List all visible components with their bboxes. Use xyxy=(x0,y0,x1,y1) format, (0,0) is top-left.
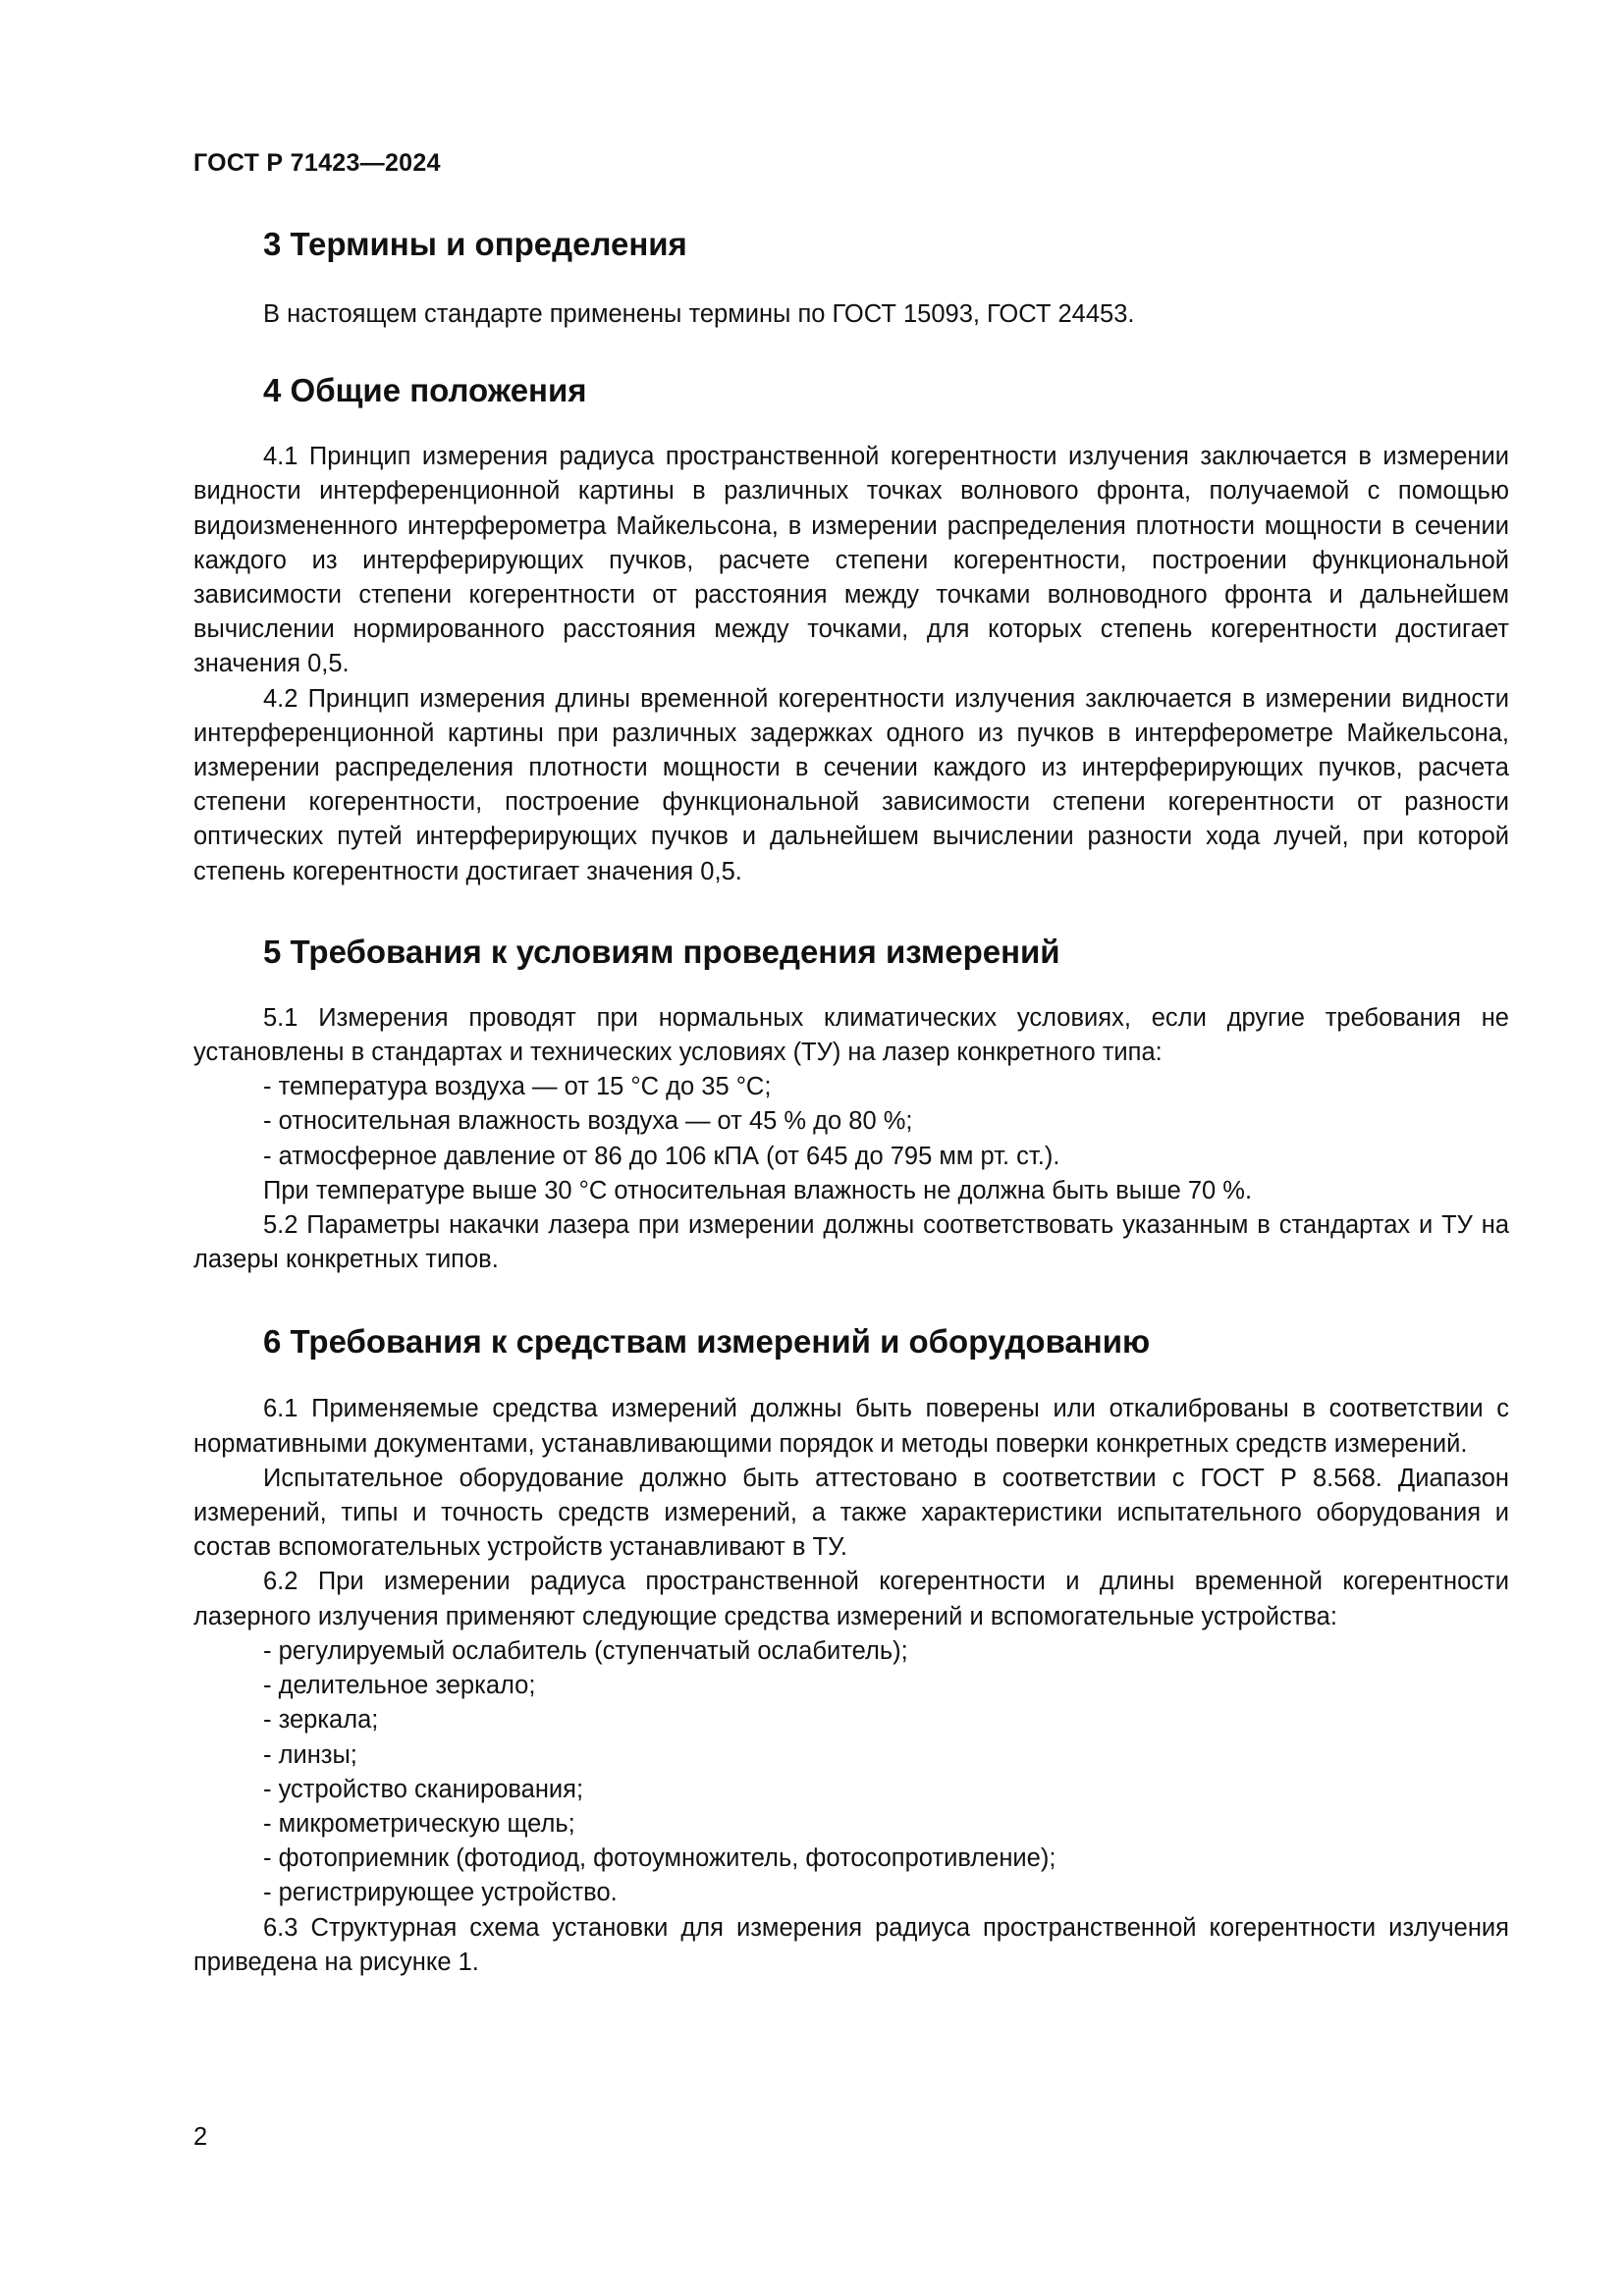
paragraph-6-1-equipment: Испытательное оборудование должно быть аттестовано в соответствии с ГОСТ Р 8.568. Диапазон измерений, типы и точность средств измерений, а также характеристики испытательного оборудования и состав вспомогательных устройств устанавливают в ТУ. xyxy=(193,1464,1509,1562)
paragraph-4-1: 4.1 Принцип измерения радиуса пространственной когерентности излучения заключается в измерении видности интерференционной картины в различных точках волнового фронта, получаемой с помощью видоизмененного интерферометра Майкельсона, в измерении распределения плотности мощности в сечении каждого из интерферирующих пучков, расчете степени когерентности, построении функциональной зависимости степени когерентности от расстояния между точками волноводного фронта и дальнейшем вычислении нормированного расстояния между точками, для которых степень когерентности достигает значения 0,5. xyxy=(193,443,1509,678)
document-body xyxy=(193,221,1509,1980)
list-item: - зеркала; xyxy=(263,1706,379,1735)
list-item: - микрометрическую щель; xyxy=(263,1809,575,1838)
list-item: - делительное зеркало; xyxy=(263,1672,536,1700)
list-item: - регулируемый ослабитель (ступенчатый ослабитель); xyxy=(263,1636,908,1665)
page-number: 2 xyxy=(193,2123,208,2151)
paragraph-6-1: 6.1 Применяемые средства измерений должны быть поверены или откалиброваны в соответствии с нормативными документами, устанавливающими порядок и методы поверки конкретных средств измерений. xyxy=(193,1395,1509,1458)
list-item: - относительная влажность воздуха — от 45 % до 80 %; xyxy=(263,1107,913,1136)
section-6-title: 6 Требования к средствам измерений и оборудованию xyxy=(263,1323,1151,1361)
list-item: - линзы; xyxy=(263,1740,357,1769)
paragraph-6-2: 6.2 При измерении радиуса пространственной когерентности и длины временной когерентности лазерного излучения применяют следующие средства измерений и вспомогательные устройства: xyxy=(193,1568,1509,1630)
equipment-list xyxy=(193,1634,1509,1911)
paragraph-5-note: При температуре выше 30 °С относительная влажность не должна быть выше 70 %. xyxy=(263,1176,1253,1204)
paragraph-6-3: 6.3 Структурная схема установки для измерения радиуса пространственной когерентности излучения приведена на рисунке 1. xyxy=(193,1913,1509,1976)
paragraph-5-1: 5.1 Измерения проводят при нормальных климатических условиях, если другие требования не установлены в стандартах и технических условиях (ТУ) на лазер конкретного типа: xyxy=(193,1003,1509,1067)
paragraph-4-2: 4.2 Принцип измерения длины временной когерентности излучения заключается в измерении видности интерференционной картины при различных задержках одного из пучков в интерферометре Майкельсона, измерении распределения плотности мощности в сечении каждого из интерферирующих пучков, расчета степени когерентности, построение функциональной зависимости степени когерентности от разности оптических путей интерферирующих пучков и дальнейшем вычислении разности хода лучей, при которой степень когерентности достигает значения 0,5. xyxy=(193,684,1509,885)
section-5-title: 5 Требования к условиям проведения измерений xyxy=(263,933,1060,970)
list-item: - фотоприемник (фотодиод, фотоумножитель, фотосопротивление); xyxy=(263,1844,1056,1873)
list-item: - устройство сканирования; xyxy=(263,1775,584,1803)
section-4-title: 4 Общие положения xyxy=(263,372,587,409)
conditions-list xyxy=(193,1070,1509,1174)
section-3-text: В настоящем стандарте применены термины по ГОСТ 15093, ГОСТ 24453. xyxy=(263,300,1135,328)
document-code-header: ГОСТ Р 71423—2024 xyxy=(193,149,441,177)
paragraph-5-2: 5.2 Параметры накачки лазера при измерении должны соответствовать указанным в стандартах и ТУ на лазеры конкретных типов. xyxy=(193,1211,1509,1274)
list-item: - атмосферное давление от 86 до 106 кПА (от 645 до 795 мм рт. ст.). xyxy=(263,1142,1060,1170)
list-item: - регистрирующее устройство. xyxy=(263,1879,618,1907)
list-item: - температура воздуха — от 15 °С до 35 °С; xyxy=(263,1073,772,1101)
section-3-title: 3 Термины и определения xyxy=(263,226,687,262)
